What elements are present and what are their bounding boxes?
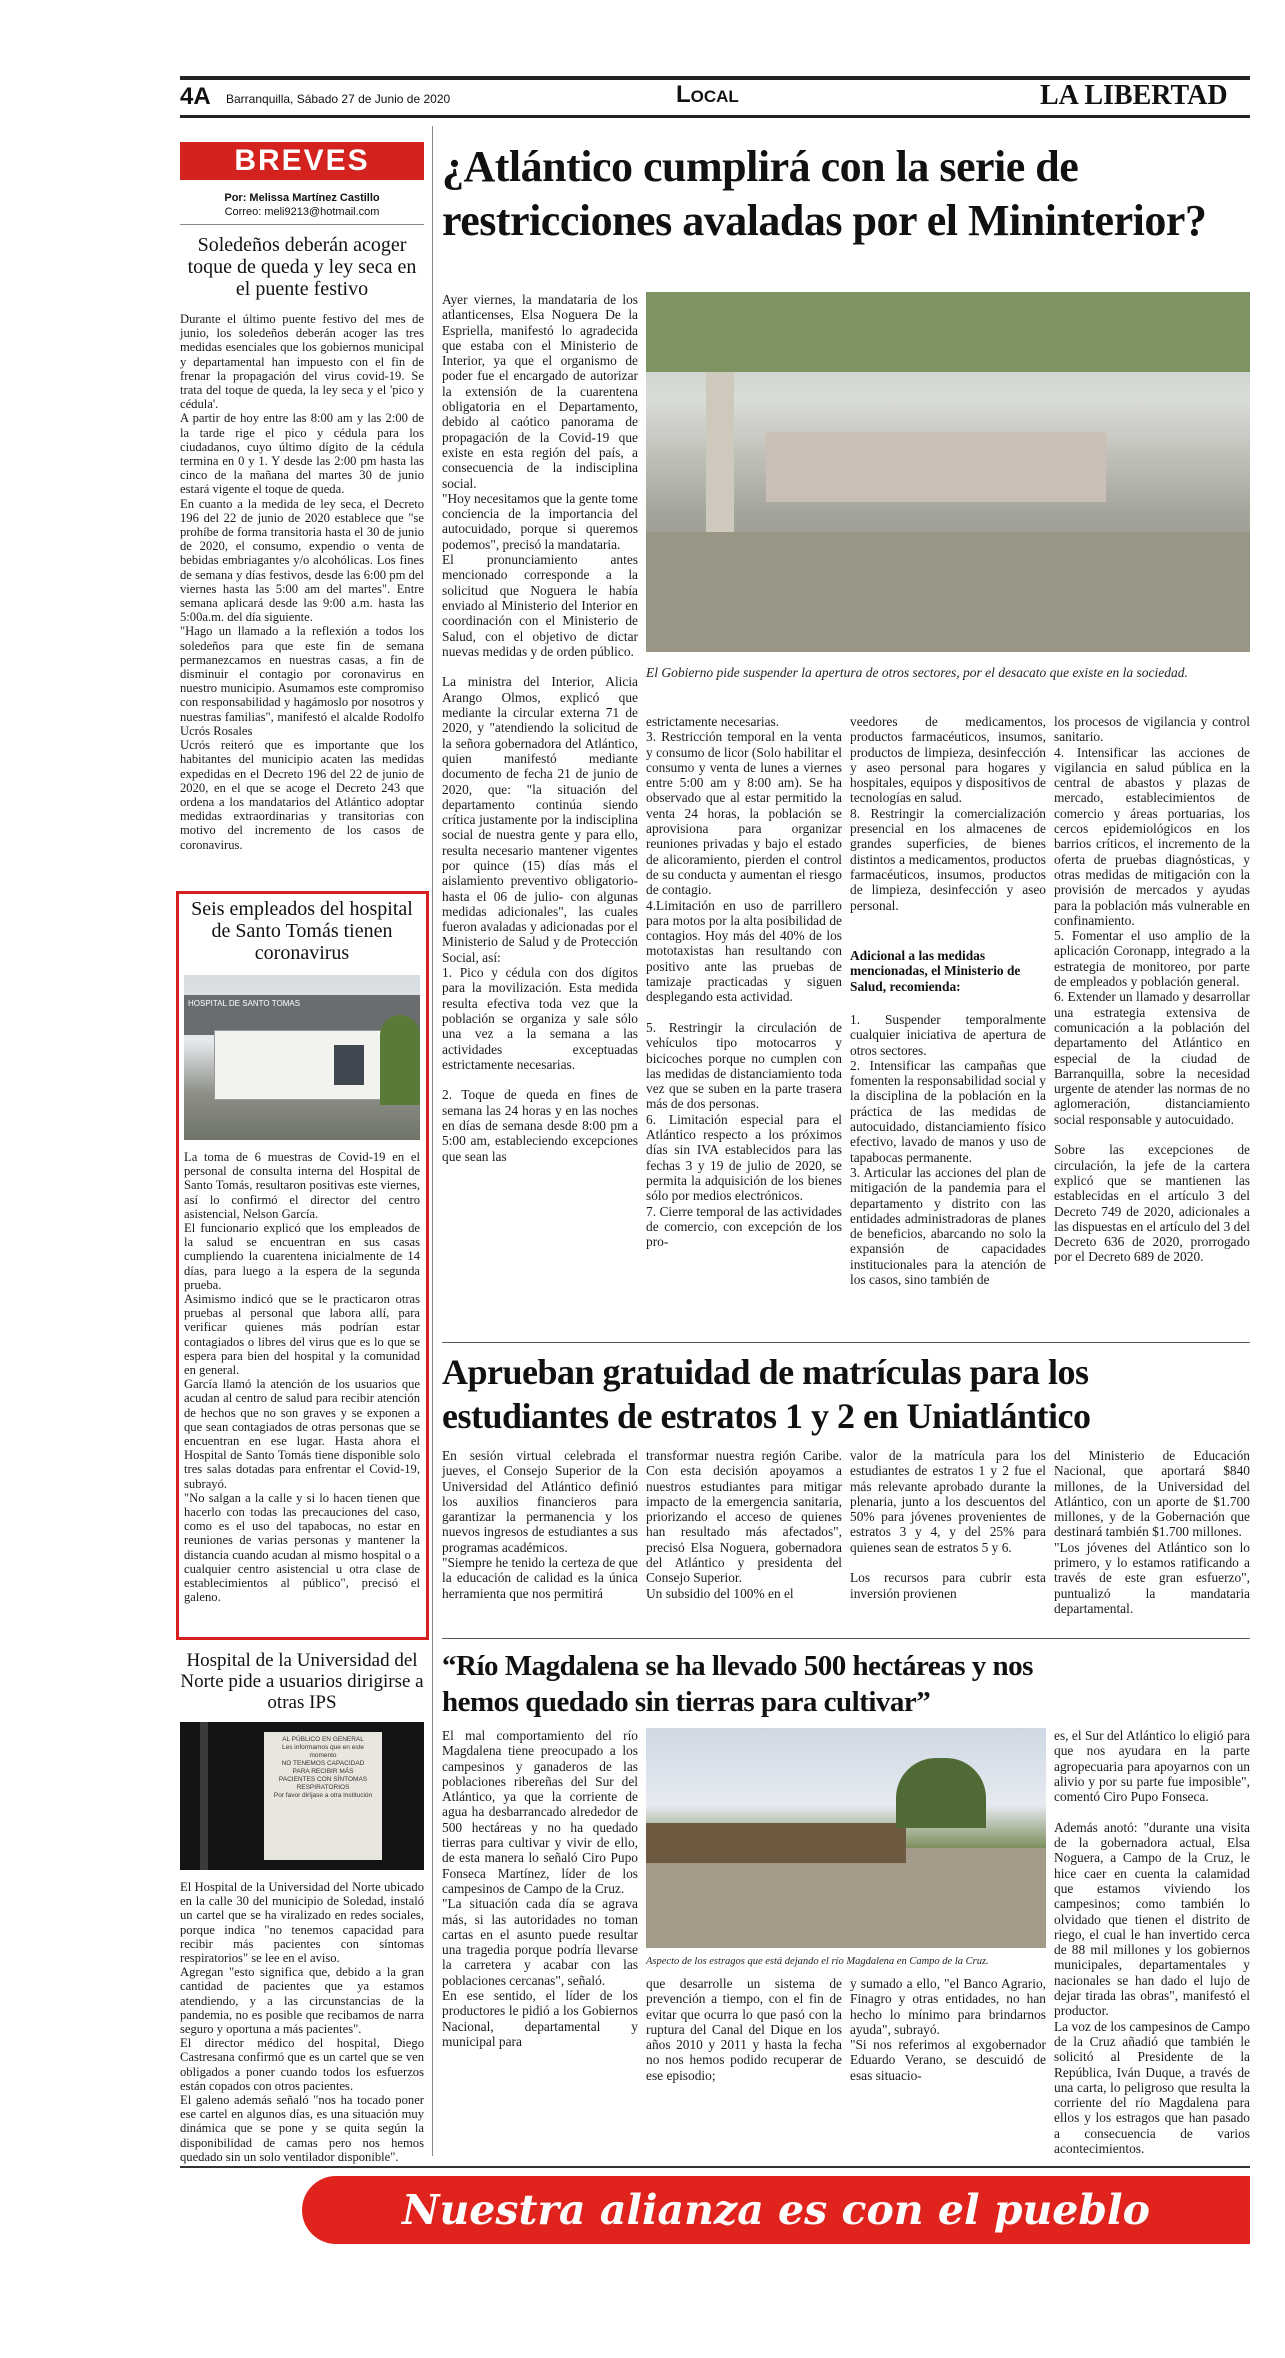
- brief3-body: El Hospital de la Universidad del Norte ubicado en la calle 30 del municipio de Soledad, instaló un cartel que se ha viralizado en redes sociales, porque indica "no tenemos capacidad para recibir más pacientes con síntomas respiratorios" se lee en el aviso. Agregan "esto significa que, debido a la gran cantidad de pacientes que ya estamos atendiendo, y a las circunstancias de la pandemia, no es posible que recibamos de narra seguro y oportuna a más pacientes". El director médico del hospital, Diego Castresana confirmó que es un cartel que se ven obligados a poner cuando todos los esfuerzos están copados con otros pacientes. El galeno además señaló "nos ha tocado poner ese cartel en algunos días, es una situación muy dinámica que se pone y se quita según la disponibilidad de camas pero nos hemos quedado sin un solo ventilador disponible".: [180, 1880, 424, 2164]
- story-divider-2: [442, 1638, 1250, 1639]
- story3-headline: “Río Magdalena se ha llevado 500 hectáreas y nos hemos quedado sin tierras para cultivar”: [442, 1650, 1033, 1718]
- photo-door: [334, 1045, 364, 1085]
- brief1-body: Durante el último puente festivo del mes de junio, los soledeños deberán acoger las tres medidas esenciales que los gobiernos municipal y departamental han impuesto con el fin de frenar la propagación del virus covid-19. Se trata del toque de queda, la ley seca y el 'pico y cédula'. A partir de hoy entre las 8:00 am y las 2:00 de la tarde rige el pico y cédula para los ciudadanos, cuyo último dígito de la cédula termina en 0 y 1. Y desde las 2:00 pm hasta las cinco de la mañana del martes 30 de junio estará vigente el toque de queda. En cuanto a la medida de ley seca, el Decreto 196 del 22 de junio de 2020 establece que "se prohíbe de forma transitoria hasta el 30 de junio de 2020, el consumo, expendio o venta de bebidas embriagantes y/o alcohólicas. Los fines de semana y días festivos, desde las 6:00 pm del viernes hasta las 5:00 am del martes". Entre semana aplicará desde las 9:00 a.m. hasta las 5:00a.m. del día siguiente. "Hago un llamado a la reflexión a todos los soledeños para que este fin de semana permanezcamos en nuestras casas, a fin de disminuir el contagio por coronavirus en nuestro municipio. Asumamos este compromiso con responsabilidad y hagámoslo por nosotros y nuestras familias", manifestó el alcalde Rodolfo Ucrós Rosales Ucrós reiteró que es importante que los habitantes del municipio acaten las medidas expedidas en el Decreto 196 del 22 de junio de 2020, en el que se acoge el Decreto 243 que ordena a los mandatarios del Atlántico adoptar medidas extraordinarias y transitorias con motivo del incremento de los casos de coronavirus.: [180, 312, 424, 852]
- masthead-bottom-rule: [180, 115, 1250, 118]
- main-col3b: 1. Suspender temporalmente cualquier iniciativa de apertura de otros sectores. 2. Intensificar las campañas que fomenten la responsabilidad social y la disciplina de la población en la práctica de las medidas de autocuidado, distanciamiento físico efectivo, lavado de manos y uso de tapabocas permanente. 3. Articular las acciones del plan de mitigación de la pandemia para el departamento y distrito con las entidades administradoras de planes de beneficios, abarcando no solo la expansión de capacidades institucionales para la atención de los casos, sino también de: [850, 1012, 1046, 1288]
- breves-email: Correo: meli9213@hotmail.com: [224, 206, 380, 218]
- main-col4: los procesos de vigilancia y control sanitario. 4. Intensificar las acciones de vigilancia en salud pública en la central de abastos y plazas de mercado, establecimientos de comercio y áreas portuarias, los cercos epidemiológicos en los barrios críticos, el incremento de la oferta de pruebas diagnósticas, y otras medidas de mitigación con la provisión de mercados y ayudas para la población más vulnerable en confinamiento. 5. Fomentar el uso amplio de la aplicación Coronapp, integrado a la estrategia de monitoreo, por parte de empleados y población general. 6. Extender un llamado y desarrollar una estrategia extensiva de comunicación a la población del departamento del Atlántico en especial de la ciudad de Barranquilla, sobre la necesidad urgente de atender las normas de no aglomeración, distanciamiento social responsable y autocuidado. Sobre las excepciones de circulación, la jefe de la cartera explicó que se mantienen las establecidas en el artículo 3 del Decreto 749 de 2020, adicionales a las dispuestas en el artículo del 3 del Decreto 636 de 2020, prorrogado por el Decreto 689 de 2020.: [1054, 714, 1250, 1265]
- photo-bars: [200, 1722, 208, 1870]
- main-col3a: veedores de medicamentos, productos farmacéuticos, insumos, productos de limpieza, desinfección y aseo personal para hogares y hospitales, equipos y dispositivos de tecnologías en salud. 8. Restringir la comercialización presencial en los almacenes de grandes superficies, de bienes distintos a medicamentos, productos farmacéuticos, insumos, productos de limpieza, desinfección y aseo personal.: [850, 714, 1046, 913]
- section-name: Local: [676, 81, 739, 108]
- main-headline: ¿Atlántico cumplirá con la serie de restricciones avaladas por el Mininterior?: [442, 142, 1207, 245]
- breves-label: BREVES: [180, 142, 424, 180]
- hospital-photo: [184, 975, 420, 1140]
- dateline: Barranquilla, Sábado 27 de Junio de 2020: [226, 92, 451, 106]
- story3-col2: que desarrolle un sistema de prevención a tiempo, con el fin de evitar que ocurra lo que pasó con la ruptura del Canal del Dique en los años 2010 y 2011 y hasta la fecha no nos hemos podido recuperar de ese episodio;: [646, 1976, 842, 2083]
- photo-sign: HOSPITAL DE SANTO TOMAS: [188, 999, 301, 1008]
- story3-col4: es, el Sur del Atlántico lo eligió para que nos ayudara en la parte agropecuaria para apoyarnos con un alivio y por su parte fue imposible", comentó Ciro Pupo Fonseca. Además anotó: "durante una visita de la gobernadora actual, Elsa Noguera, a Campo de la Cruz, le hice caer en cuenta la calamidad que estamos viviendo los campesinos; como también lo olvidado que tienen el distrito de riego, el cual le han invertido cerca de 88 mil millones y los gobiernos municipales, departamentales y nacionales se han dado el lujo de dejar tirada las obras", manifestó el productor. La voz de los campesinos de Campo de la Cruz añadió que también le solicitó al Presidente de la República, Iván Duque, a través de una carta, lo peligroso que resulta la corriente del río Magdalena para ellos y los estragos que han pasado a consecuencia de varios acontecimientos.: [1054, 1728, 1250, 2157]
- banner-rule: [180, 2166, 1250, 2168]
- main-photo: [646, 292, 1250, 652]
- breves-byline: Por: Melissa Martínez Castillo: [224, 192, 380, 204]
- story3-col3: y sumado a ello, "el Banco Agrario, Finagro y otras entidades, no han hecho lo mínimo para brindarnos ayuda", subrayó. "Si nos referimos al exgobernador Eduardo Verano, se descuidó de esas situacio-: [850, 1976, 1046, 2083]
- main-col2: estrictamente necesarias. 3. Restricción temporal en la venta y consumo de licor (Solo habilitar el consumo y venta de lunes a viernes entre 5:00 am y 8:00 am). Se ha observado que al estar permitido la venta 24 horas, la población se aprovisiona para organizar reuniones privadas y bajo el estado de alicoramiento, pierden el control de su conducta y aumentan el riesgo de contagio. 4.Limitación en uso de parrillero para motos por la alta posibilidad de contagios. Hoy más del 40% de los mototaxistas han resultando con positivo ante las pruebas de tamizaje practicadas y siguen desplegando esta actividad. 5. Restringir la circulación de vehículos tipo motocarros y bicicoches porque no cumplen con las medidas de distanciamiento toda vez que se suben en la parte trasera más de dos personas. 6. Limitación especial para el Atlántico respecto a los próximos días sin IVA establecidos para las fechas 3 y 19 de julio de 2020, se permita la adquisición de los bienes sólo por medios electrónicos. 7. Cierre temporal de las actividades de comercio, con excepción de los pro-: [646, 714, 842, 1250]
- brief1-title: Soledeños deberán acoger toque de queda y ley seca en el puente festivo: [187, 234, 417, 300]
- brief3-title: Hospital de la Universidad del Norte pide a usuarios dirigirse a otras IPS: [180, 1650, 424, 1713]
- photo-bank: [646, 1823, 906, 1863]
- story3-caption: Aspecto de los estragos que está dejando el río Magdalena en Campo de la Cruz.: [646, 1956, 989, 1967]
- notice-sign: AL PÚBLICO EN GENERAL Les informamos que en este momento NO TENEMOS CAPACIDAD PARA RECIBIR MÁS PACIENTES CON SÍNTOMAS RESPIRATORIOS Por favor diríjase a otra institución: [264, 1732, 382, 1860]
- notice-photo: [180, 1722, 424, 1870]
- story2-headline: Aprueban gratuidad de matrículas para los estudiantes de estratos 1 y 2 en Uniatlántico: [442, 1352, 1091, 1436]
- river-photo: [646, 1728, 1046, 1948]
- sidebar-rule: [432, 126, 433, 2156]
- breves-divider: [180, 224, 424, 225]
- brief2-body: La toma de 6 muestras de Covid-19 en el personal de consulta interna del Hospital de Santo Tomás, resultaron positivas este viernes, así lo confirmó el director del centro asistencial, Nelson García. El funcionario explicó que los empleados de la salud se encuentran en sus casas cumpliendo la cuarentena inicialmente de 14 días, para luego a la espera de la segunda prueba. Asimismo indicó que se le practicaron otras pruebas al personal que labora allí, para verificar quienes más podrían estar contagiados o libres del virus que es lo que se espera para bien del hospital y la comunidad en general. García llamó la atención de los usuarios que acudan al centro de salud para recibir atención de hechos que no son graves y se exponen a que sean contagiados de otras personas que se encuentran en ese lugar. Hasta ahora el Hospital de Santo Tomás tiene disponible solo tres salas dotadas para enfrentar el Covid-19, subrayó. "No salgan a la calle y si lo hacen tienen que hacerlo con todas las precauciones del caso, como es el uso del tapabocas, no estar en reuniones de varias personas y mantener la distancia cuando acudan al mismo hospital o a cualquier centro asistencial u otra clase de establecimientos al público", precisó el galeno.: [184, 1150, 420, 1605]
- story-divider-1: [442, 1342, 1250, 1343]
- photo-storefront: [766, 432, 1106, 502]
- photo-water: [646, 1848, 1046, 1948]
- story2-col1: En sesión virtual celebrada el jueves, el Consejo Superior de la Universidad del Atlántico definió los auxilios financieros para garantizar la permanencia y los nuevos ingresos de estudiantes a sus programas académicos. "Siempre he tenido la certeza de que la educación de calidad es la única herramienta que nos permitirá: [442, 1448, 638, 1601]
- main-subhead: Adicional a las medidas mencionadas, el Ministerio de Salud, recomienda:: [850, 948, 1021, 994]
- photo-foliage: [646, 292, 1250, 372]
- brief2-title: Seis empleados del hospital de Santo Tomás tienen coronavirus: [191, 898, 413, 964]
- story3-col1: El mal comportamiento del río Magdalena tiene preocupado a los campesinos y ganaderos de las poblaciones ribereñas del Sur del Atlántico, ya que la corriente de agua ha desbarrancado alrededor de 500 hectáreas y no ha quedado tierras para cultivar y vivir de ello, de esta manera lo señaló Ciro Pupo Fonseca Martínez, líder de los campesinos de Campo de la Cruz. "La situación cada día se agrava más, si las autoridades no toman cartas en el asunto puede resultar una tragedia porque podría llevarse la carretera y acabar con las poblaciones cercanas", señaló. En ese sentido, el líder de los productores le pidió a los Gobiernos Nacional, departamental y municipal para: [442, 1728, 638, 2049]
- story2-col2: transformar nuestra región Caribe. Con esta decisión apoyamos a nuestros estudiantes para mitigar impacto de la emergencia sanitaria, priorizando el acceso de quienes han resultado más afectados", precisó Elsa Noguera, gobernadora del Atlántico y presidenta del Consejo Superior. Un subsidio del 100% en el: [646, 1448, 842, 1601]
- photo-tree: [896, 1758, 986, 1828]
- main-col1: Ayer viernes, la mandataria de los atlanticenses, Elsa Noguera De la Espriella, manifestó lo agradecida que estaba con el Ministerio de Interior, ya que el organismo de poder fue el encargado de autorizar la extensión de la cuarentena obligatoria en el Departamento, debido al caótico panorama de propagación de la Covid-19 que existe en esta región del país, a consecuencia de la indisciplina social. "Hoy necesitamos que la gente tome conciencia de la importancia del autocuidado, porque si queremos podemos", precisó la mandataria. El pronunciamiento antes mencionado corresponde a la solicitud que Noguera le había enviado al Ministerio del Interior en coordinación con el Ministerio de Salud, con el objetivo de dictar nuevas medidas y de orden público. La ministra del Interior, Alicia Arango Olmos, explicó que mediante la circular externa 71 de 2020, y "atendiendo la solicitud de la señora gobernadora del Atlántico, quien manifestó mediante documento de fecha 21 de junio de 2020, que: "la situación del departamento continúa siendo crítica justamente por la indisciplina social de nuestra gente y para ello, resulta necesario mantener vigentes por quince (15) días más el aislamiento preventivo obligatorio- hasta el 06 de julio- con algunas medidas adicionales", las cuales fueron avaladas y adicionadas por el Ministerio de Salud y de Protección Social, así: 1. Pico y cédula con dos dígitos para la movilización. Esta medida resulta efectiva toda vez que la población se organiza y sale sólo una vez a la semana a las actividades exceptuadas estrictamente necesarias. 2. Toque de queda en fines de semana las 24 horas y en las noches en días de semana desde 8:00 pm a 5:00 am, estableciendo excepciones que sean las: [442, 292, 638, 1164]
- main-caption: El Gobierno pide suspender la apertura de otros sectores, por el desacato que existe en la sociedad.: [646, 665, 1188, 680]
- story2-col4: del Ministerio de Educación Nacional, que aportará $840 millones, de la Universidad del Atlántico, con un aporte de $1.700 millones, y de la Gobernación que destinará también $1.700 millones. "Los jóvenes del Atlántico son lo primero, y lo estamos ratificando a través de este gran esfuerzo", puntualizó la mandataria departamental.: [1054, 1448, 1250, 1616]
- banner-slogan: Nuestra alianza es con el pueblo: [402, 2186, 1150, 2234]
- photo-tree: [380, 1015, 420, 1105]
- page-number: 4A: [180, 83, 211, 110]
- newspaper-name: LA LIBERTAD: [1040, 80, 1228, 111]
- photo-building: [214, 1030, 394, 1100]
- photo-street: [646, 532, 1250, 652]
- story2-col3: valor de la matrícula para los estudiantes de estratos 1 y 2 fue el más relevante aprobado durante la plenaria, junto a los descuentos del 50% para jóvenes provenientes de estratos 3 y 4, y del 25% para quienes sean de estratos 5 y 6. Los recursos para cubrir esta inversión provienen: [850, 1448, 1046, 1601]
